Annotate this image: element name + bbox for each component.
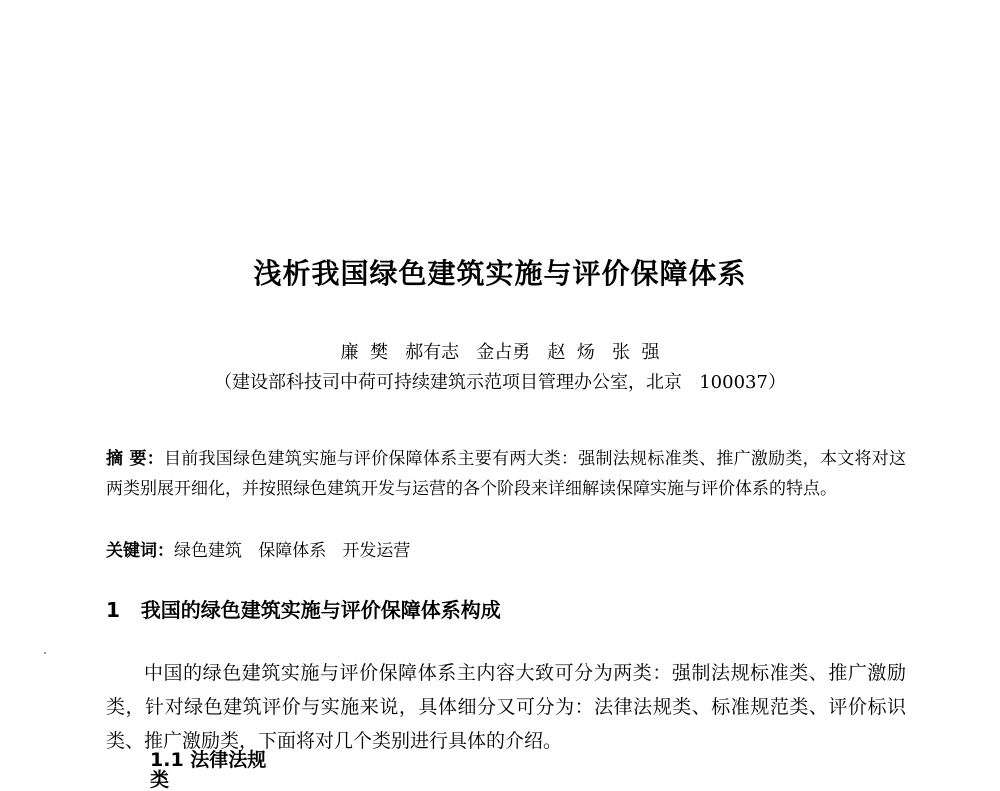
abstract-label: 摘 要： <box>106 449 164 469</box>
body-paragraph: 中国的绿色建筑实施与评价保障体系主内容大致可分为两类：强制法规标准类、推广激励类，针对绿色建筑评价与实施来说，具体细分又可分为：法律法规类、标准规范类、评价标识类、推广激励类，下面将对几个类别进行具体的介绍。 <box>106 662 906 752</box>
keywords-label: 关键词： <box>106 541 174 561</box>
paper-title: 浅析我国绿色建筑实施与评价保障体系 <box>253 257 747 290</box>
author-list: 廉 樊 郝有志 金占勇 赵 炀 张 强 <box>340 342 660 363</box>
section-heading: 1 我国的绿色建筑实施与评价保障体系构成 <box>106 598 501 622</box>
next-heading-cutoff <box>150 749 270 791</box>
keywords-text: 绿色建筑 保障体系 开发运营 <box>174 541 411 561</box>
next-heading-partial: 1.1 法律法规类 <box>150 749 267 791</box>
scan-speck <box>44 652 46 654</box>
abstract-text: 目前我国绿色建筑实施与评价保障体系主要有两大类：强制法规标准类、推广激励类，本文将对这两类别展开细化，并按照绿色建筑开发与运营的各个阶段来详细解读保障实施与评价体系的特点。 <box>106 449 906 499</box>
abstract <box>106 444 906 504</box>
keywords <box>106 536 906 566</box>
author-affiliation: （建设部科技司中荷可持续建筑示范项目管理办公室，北京 100037） <box>214 372 786 393</box>
